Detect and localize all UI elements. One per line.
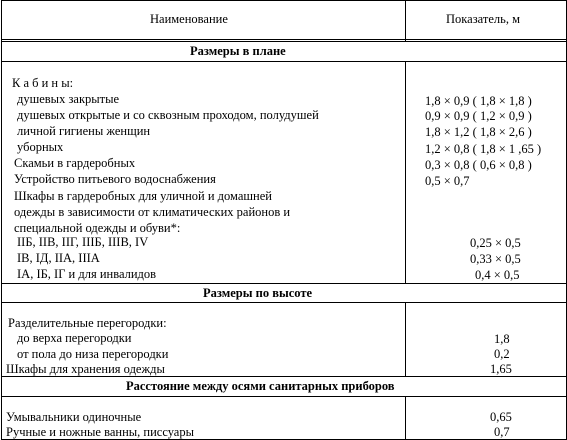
table-top-border [1, 0, 567, 1]
column-header-name: Наименование [150, 12, 228, 26]
row-value: 0,4 × 0,5 [475, 268, 520, 282]
section-2-divider [1, 283, 567, 284]
column-header-value: Показатель, м [446, 12, 520, 26]
section-3-title-border [1, 396, 567, 397]
row-value: 1,8 [494, 332, 510, 346]
row-label: IА, IБ, IГ и для инвалидов [17, 267, 157, 281]
row-value: 0,2 [494, 347, 510, 361]
row-label: до верха перегородки [17, 331, 132, 345]
row-label: Умывальники одиночные [6, 410, 142, 424]
row-label: одежды в зависимости от климатических районов и [14, 205, 291, 219]
row-value: 1,8 × 1,2 ( 1,8 × 2,6 ) [425, 125, 532, 139]
row-value: 1,2 × 0,8 ( 1,8 × 1 ,65 ) [425, 142, 542, 156]
row-value: 0,25 × 0,5 [470, 236, 521, 250]
row-label: от пола до низа перегородки [17, 347, 169, 361]
row-label: IВ, IД, IIА, IIIА [17, 251, 100, 265]
column-separator [405, 61, 406, 283]
row-label: IIБ, IIВ, IIГ, IIIБ, IIIВ, IV [17, 235, 149, 249]
row-label: Ручные и ножные ванны, писсуары [6, 425, 194, 439]
row-label: душевых открытые и со сквозным проходом, полудушей [17, 108, 319, 122]
row-value: 0,33 × 0,5 [470, 252, 521, 266]
section-1-divider [1, 41, 567, 42]
row-label: личной гигиены женщин [17, 124, 151, 138]
row-value: 1,65 [490, 362, 512, 376]
row-label: Скамьи в гардеробных [14, 156, 136, 170]
row-label: Устройство питьевого водоснабжения [14, 172, 216, 186]
section-1-title-border [1, 61, 567, 62]
row-label: Шкафы в гардеробных для уличной и домашней [14, 189, 272, 203]
row-label: Разделительные перегородки: [8, 316, 167, 330]
row-value: 0,7 [494, 425, 510, 439]
section-3-divider [1, 376, 567, 377]
row-value: 0,9 × 0,9 ( 1,2 × 0,9 ) [425, 109, 532, 123]
row-label: специальной одежды и обуви*: [14, 221, 181, 235]
row-label: уборных [17, 140, 64, 154]
row-label: душевых закрытые [17, 92, 120, 106]
section-title-plan: Размеры в плане [190, 44, 286, 58]
column-separator [405, 396, 406, 440]
row-value: 0,5 × 0,7 [425, 174, 470, 188]
header-bottom-border [1, 39, 567, 40]
row-value: 0,65 [490, 410, 512, 424]
row-value: 0,3 × 0,8 ( 0,6 × 0,8 ) [425, 158, 532, 172]
table-left-border [1, 0, 2, 440]
section-title-axes: Расстояние между осями санитарных приборов [126, 379, 395, 393]
row-label: Шкафы для хранения одежды [6, 362, 165, 376]
section-2-title-border [1, 302, 567, 303]
row-label: К а б и н ы: [12, 76, 74, 90]
column-separator [405, 302, 406, 376]
row-value: 1,8 × 0,9 ( 1,8 × 1,8 ) [425, 94, 532, 108]
section-title-height: Размеры по высоте [203, 286, 313, 300]
column-separator [405, 0, 406, 41]
